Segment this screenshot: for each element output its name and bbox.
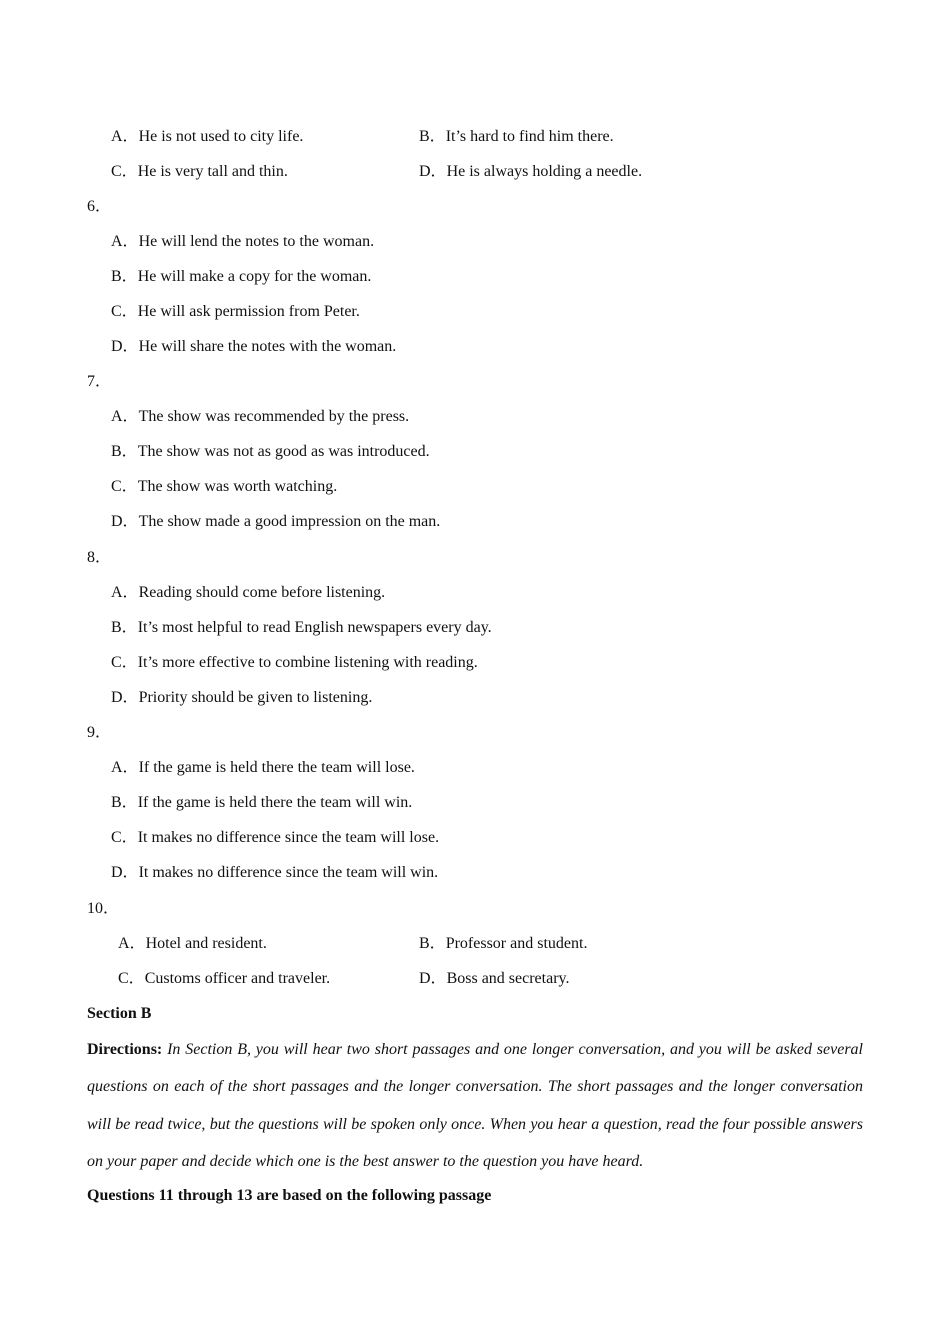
option-letter: C． — [118, 970, 145, 987]
q9-option-d — [111, 863, 438, 883]
q8-option-d — [111, 688, 372, 708]
option-letter: A． — [111, 584, 139, 601]
option-text: It’s more effective to combine listening with reading. — [137, 654, 478, 671]
q10-option-b — [419, 934, 587, 954]
option-letter: D． — [419, 970, 447, 987]
option-text: Reading should come before listening. — [138, 584, 386, 601]
option-text: If the game is held there the team will win. — [137, 794, 413, 811]
option-text: He will ask permission from Peter. — [137, 303, 360, 320]
q7-option-c — [111, 477, 337, 497]
q9-option-b — [111, 793, 412, 813]
option-letter: C． — [111, 654, 138, 671]
q9-option-c — [111, 828, 439, 848]
option-text: Priority should be given to listening. — [138, 689, 373, 706]
q6-option-d — [111, 337, 396, 357]
q9-option-a — [111, 758, 415, 778]
option-text: It makes no difference since the team will lose. — [137, 829, 440, 846]
option-text: The show was worth watching. — [137, 478, 338, 495]
q8-option-c — [111, 653, 478, 673]
q7-option-b — [111, 442, 430, 462]
directions-label: Directions: — [87, 1041, 163, 1058]
q8-option-b — [111, 618, 492, 638]
option-letter: A． — [111, 128, 139, 145]
option-letter: C． — [111, 478, 138, 495]
section-b-title: Section B — [87, 1005, 152, 1022]
option-letter: A． — [118, 935, 146, 952]
option-letter: D． — [111, 864, 139, 881]
option-letter: D． — [111, 689, 139, 706]
option-letter: B． — [111, 794, 138, 811]
q7-option-d — [111, 512, 440, 532]
option-text: He is very tall and thin. — [137, 163, 288, 180]
option-text: If the game is held there the team will lose. — [138, 759, 415, 776]
q6-number: 6． — [87, 198, 112, 215]
questions-heading: Questions 11 through 13 are based on the following passage — [87, 1187, 492, 1204]
option-letter: C． — [111, 163, 138, 180]
option-text: Hotel and resident. — [145, 935, 267, 952]
option-text: He will make a copy for the woman. — [137, 268, 372, 285]
option-text: He is always holding a needle. — [446, 163, 643, 180]
option-letter: C． — [111, 303, 138, 320]
q6-option-c — [111, 302, 360, 322]
option-text: The show was not as good as was introduced. — [137, 443, 430, 460]
q10-number: 10． — [87, 900, 120, 917]
directions-text: In Section B, you will hear two short passages and one longer conversation, and you will be asked several questions on each of the short passages and the longer conversation. The short passages and the longer conversation will be read twice, but the questions will be spoken only once. When you hear a question, read the four possible answers on your paper and decide which one is the best answer to the question you have heard. — [87, 1041, 864, 1170]
option-letter: A． — [111, 408, 139, 425]
option-text: He will share the notes with the woman. — [138, 338, 397, 355]
option-text: It’s most helpful to read English newspapers every day. — [137, 619, 492, 636]
q10-option-c — [118, 969, 330, 989]
q10-option-a — [118, 934, 267, 954]
q5-option-d — [419, 162, 642, 182]
option-letter: B． — [111, 443, 138, 460]
q5-option-c — [111, 162, 288, 182]
option-letter: A． — [111, 759, 139, 776]
option-letter: D． — [111, 513, 139, 530]
q6-option-a — [111, 232, 374, 252]
q10-option-d — [419, 969, 569, 989]
q7-option-a — [111, 407, 409, 427]
q6-option-b — [111, 267, 371, 287]
option-text: The show made a good impression on the man. — [138, 513, 441, 530]
option-text: It makes no difference since the team will win. — [138, 864, 439, 881]
q9-number: 9． — [87, 724, 112, 741]
option-text: He is not used to city life. — [138, 128, 304, 145]
option-letter: B． — [111, 619, 138, 636]
q7-number: 7． — [87, 373, 112, 390]
option-text: The show was recommended by the press. — [138, 408, 410, 425]
option-text: He will lend the notes to the woman. — [138, 233, 375, 250]
q8-number: 8． — [87, 549, 112, 566]
option-letter: A． — [111, 233, 139, 250]
option-letter: B． — [419, 935, 446, 952]
option-letter: B． — [419, 128, 446, 145]
option-letter: C． — [111, 829, 138, 846]
q5-option-a — [111, 127, 303, 147]
section-b-directions — [87, 1031, 863, 1180]
option-text: Professor and student. — [445, 935, 588, 952]
option-letter: B． — [111, 268, 138, 285]
option-letter: D． — [111, 338, 139, 355]
option-text: It’s hard to find him there. — [445, 128, 614, 145]
option-letter: D． — [419, 163, 447, 180]
option-text: Customs officer and traveler. — [144, 970, 331, 987]
option-text: Boss and secretary. — [446, 970, 570, 987]
q8-option-a — [111, 583, 385, 603]
q5-option-b — [419, 127, 614, 147]
